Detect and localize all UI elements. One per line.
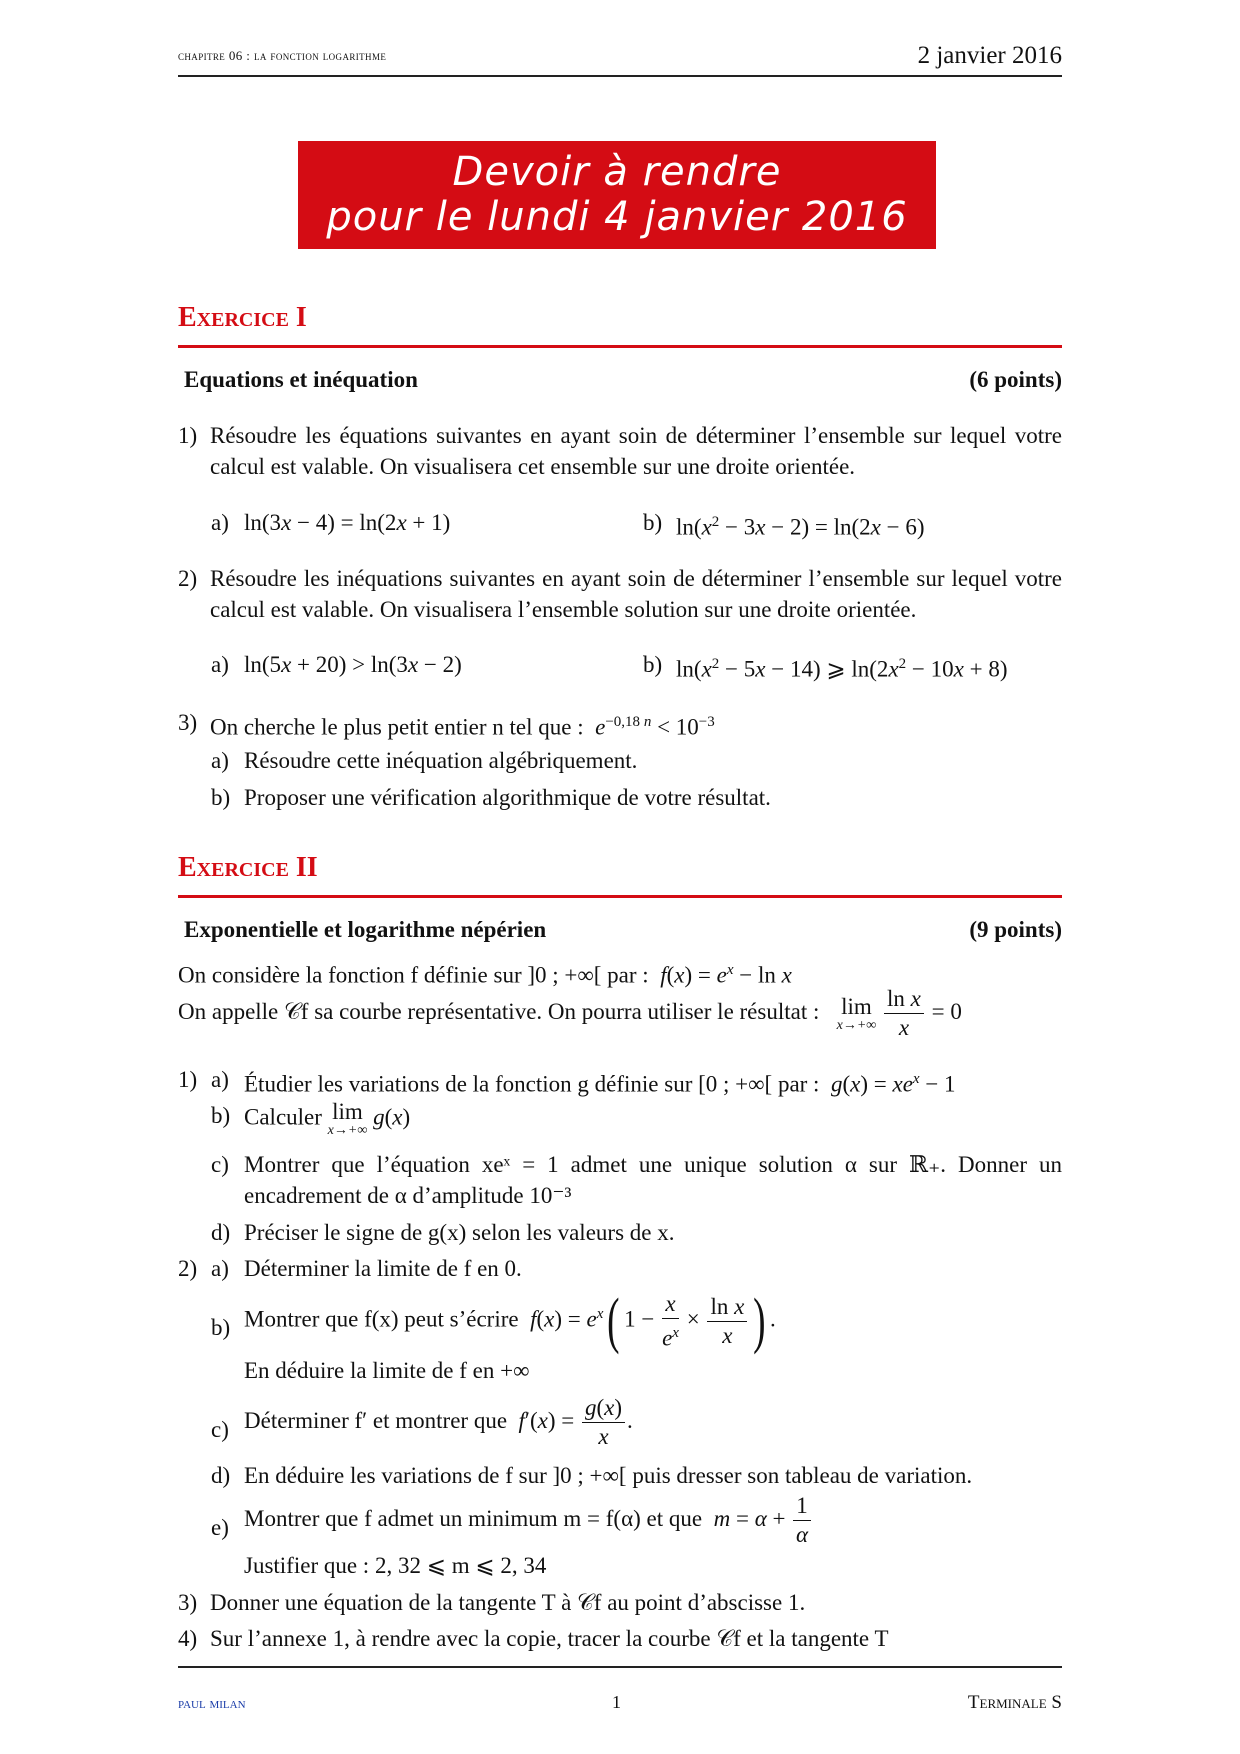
ex2-intro-2: On appelle 𝒞f sa courbe représentative. On pourra utiliser le résultat : lim x→+∞ $\frac{\text{ln x}}{x}$ = 0 (178, 986, 962, 1040)
ex1-q3b-text: Proposer une vérification algorithmique de votre résultat. (244, 785, 771, 810)
ex2-q2c-text: Déterminer f′ et montrer que (244, 1407, 508, 1433)
exercise-1-subtitle: Equations et inéquation (184, 367, 418, 392)
ex2-q1-a: a) Étudier les variations de la fonction g définie sur [0 ; +∞[ par : $g(x) = xe^x - 1$ (211, 1067, 956, 1097)
ex2-q1c-text: Montrer que l’équation xeˣ = 1 admet une unique solution α sur ℝ₊. Donner un encadrement de α d’amplitude 10⁻³ (244, 1152, 1062, 1208)
ex2-question-4: 4) Sur l’annexe 1, à rendre avec la copie, tracer la courbe 𝒞f et la tangente T (178, 1623, 1062, 1654)
ex1-question-3 (178, 707, 1062, 743)
banner-line-1: Devoir à rendre (452, 149, 782, 195)
fraction-lnx-over-x: $\frac{\text{ln x}}{x}$ (884, 985, 924, 1042)
ex2-q1-d: d) Préciser le signe de g(x) selon les valeurs de x. (211, 1217, 674, 1248)
ex2-q1b-text: Calculer (244, 1104, 322, 1130)
header-rule (178, 75, 1062, 77)
ex2-q1-b: b) Calculer lim x→+∞ g(x) (211, 1099, 411, 1138)
chapter-header: chapitre 06 : la fonction logarithme (178, 48, 387, 63)
ex1-q2a-label: a) (211, 652, 229, 677)
ex1-q3-number: 3) (178, 710, 198, 735)
ex2-q1-number: 1) (178, 1067, 198, 1092)
ex1-q1a-label: a) (211, 510, 229, 535)
limit-expression: lim x→+∞ (836, 993, 877, 1033)
ex1-q1b-equation: $\ln(x^2 - 3x - 2) = \ln(2x - 6)$ (676, 514, 925, 540)
exercise-2-title: Exercice II (178, 852, 318, 883)
exercise-2-rule (178, 895, 1062, 898)
ex2-q2-b: b) Montrer que f(x) peut s’écrire $f(x) = e^x$( 1 − $\frac{x}{e^x}$ × $\frac{\text{ln x}}{x}$ ) . (211, 1287, 776, 1356)
footer-author: paul milan (178, 1696, 246, 1712)
ex2-intro-1: On considère la fonction f définie sur ]0 ; +∞[ par : $f(x) = e^x - \ln x$ (178, 962, 792, 988)
ex2-q1-c: c) Montrer que l’équation xeˣ = 1 admet une unique solution α sur ℝ₊. Donner un encadrement de α d’amplitude 10⁻³ (211, 1149, 1062, 1211)
ex1-q1-b (643, 507, 925, 543)
homework-banner (298, 141, 936, 249)
ex1-q3-text: On cherche le plus petit entier n tel que : (210, 714, 584, 740)
ex1-q1a-equation: ln(3x − 4) = ln(2x + 1) (244, 510, 451, 535)
ex2-question-3: 3) Donner une équation de la tangente T à 𝒞f au point d’abscisse 1. (178, 1587, 1062, 1618)
ex1-question-1 (178, 420, 1062, 482)
ex2-q2b-text: Montrer que f(x) peut s’écrire (244, 1306, 519, 1332)
ex2-q1d-text: Préciser le signe de g(x) selon les valeurs de x. (244, 1220, 675, 1245)
ex2-q2-d: d) En déduire les variations de f sur ]0 ; +∞[ puis dresser son tableau de variation. (211, 1460, 972, 1491)
ex2-q2e-justify: Justifier que : 2, 32 ⩽ m ⩽ 2, 34 (244, 1553, 547, 1578)
ex1-q1-number: 1) (178, 423, 198, 448)
ex1-q3-line: On cherche le plus petit entier n tel que : $e^{-0,18 n} < 10^{-3}$ (210, 714, 715, 740)
ex1-q2-a (211, 649, 462, 680)
ex1-question-2 (178, 563, 1062, 625)
exercise-2-subtitle-row (184, 917, 1062, 943)
ex2-q4-text: Sur l’annexe 1, à rendre avec la copie, tracer la courbe 𝒞f et la tangente T (210, 1626, 889, 1651)
ex1-q2b-inequation: $\ln(x^2 - 5x - 14)$ ⩾ $\ln(2x^2 - 10x + 8)$ (676, 656, 1008, 682)
footer-rule (178, 1666, 1062, 1668)
ex2-q2d-text: En déduire les variations de f sur ]0 ; +∞[ puis dresser son tableau de variation. (244, 1463, 973, 1488)
exercise-2-points: (9 points) (969, 917, 1062, 942)
ex1-q1b-label: b) (643, 510, 663, 535)
footer-page-number: 1 (612, 1692, 621, 1712)
ex1-q2-text: Résoudre les inéquations suivantes en ayant soin de déterminer l’ensemble sur lequel votre calcul est valable. On visualisera l’ensemble solution sur une droite orientée. (210, 566, 1062, 622)
ex1-q3a-text: Résoudre cette inéquation algébriquement. (244, 748, 638, 773)
ex1-q3-b (211, 782, 771, 813)
ex2-q2-c: c) Déterminer f′ et montrer que f′(x) = $\frac{g(x)}{x}$ . (211, 1395, 633, 1449)
ex2-intro-2-text: On appelle 𝒞f sa courbe représentative. On pourra utiliser le résultat : (178, 998, 820, 1024)
ex2-q2-number: 2) (178, 1256, 198, 1281)
ex2-intro-1-text: On considère la fonction f définie sur ]0 ; +∞[ par : (178, 962, 649, 988)
ex1-q3b-label: b) (211, 785, 231, 810)
footer-level: Terminale S (967, 1692, 1062, 1713)
ex1-q2-b (643, 649, 1008, 685)
ex2-q2e-text: Montrer que f admet un minimum m = f(α) et que (244, 1505, 703, 1531)
ex2-q2-e: e) Montrer que f admet un minimum m = f(α) et que m = α + $\frac{1}{\alpha}$ (211, 1492, 813, 1549)
limit-g: lim x→+∞ (327, 1099, 368, 1138)
ex1-q2a-inequation: ln(5x + 20) > ln(3x − 2) (244, 652, 462, 677)
exercise-1-rule (178, 345, 1062, 348)
ex1-q2b-label: b) (643, 652, 663, 677)
header-date: 2 janvier 2016 (917, 42, 1062, 69)
ex1-q1-a (211, 507, 450, 538)
ex1-q3a-label: a) (211, 748, 229, 773)
exercise-1-subtitle-row (184, 367, 1062, 393)
ex2-q2b-followup: En déduire la limite de f en +∞ (244, 1358, 530, 1383)
exercise-1-title: Exercice I (178, 302, 307, 333)
exercise-2-subtitle: Exponentielle et logarithme népérien (184, 917, 547, 942)
ex2-q2-a: a) Déterminer la limite de f en 0. (211, 1253, 522, 1284)
ex2-q1a-text: Étudier les variations de la fonction g définie sur [0 ; +∞[ par : (244, 1071, 820, 1097)
ex1-q3-a (211, 745, 637, 776)
ex2-q2a-text: Déterminer la limite de f en 0. (244, 1256, 522, 1281)
banner-line-2: pour le lundi 4 janvier 2016 (326, 194, 908, 240)
ex1-q1-text: Résoudre les équations suivantes en ayant soin de déterminer l’ensemble sur lequel votre calcul est valable. On visualisera cet ensemble sur une droite orientée. (210, 423, 1062, 479)
exercise-1-points: (6 points) (969, 367, 1062, 392)
ex2-q3-text: Donner une équation de la tangente T à 𝒞f au point d’abscisse 1. (210, 1590, 806, 1615)
ex1-q2-number: 2) (178, 566, 198, 591)
